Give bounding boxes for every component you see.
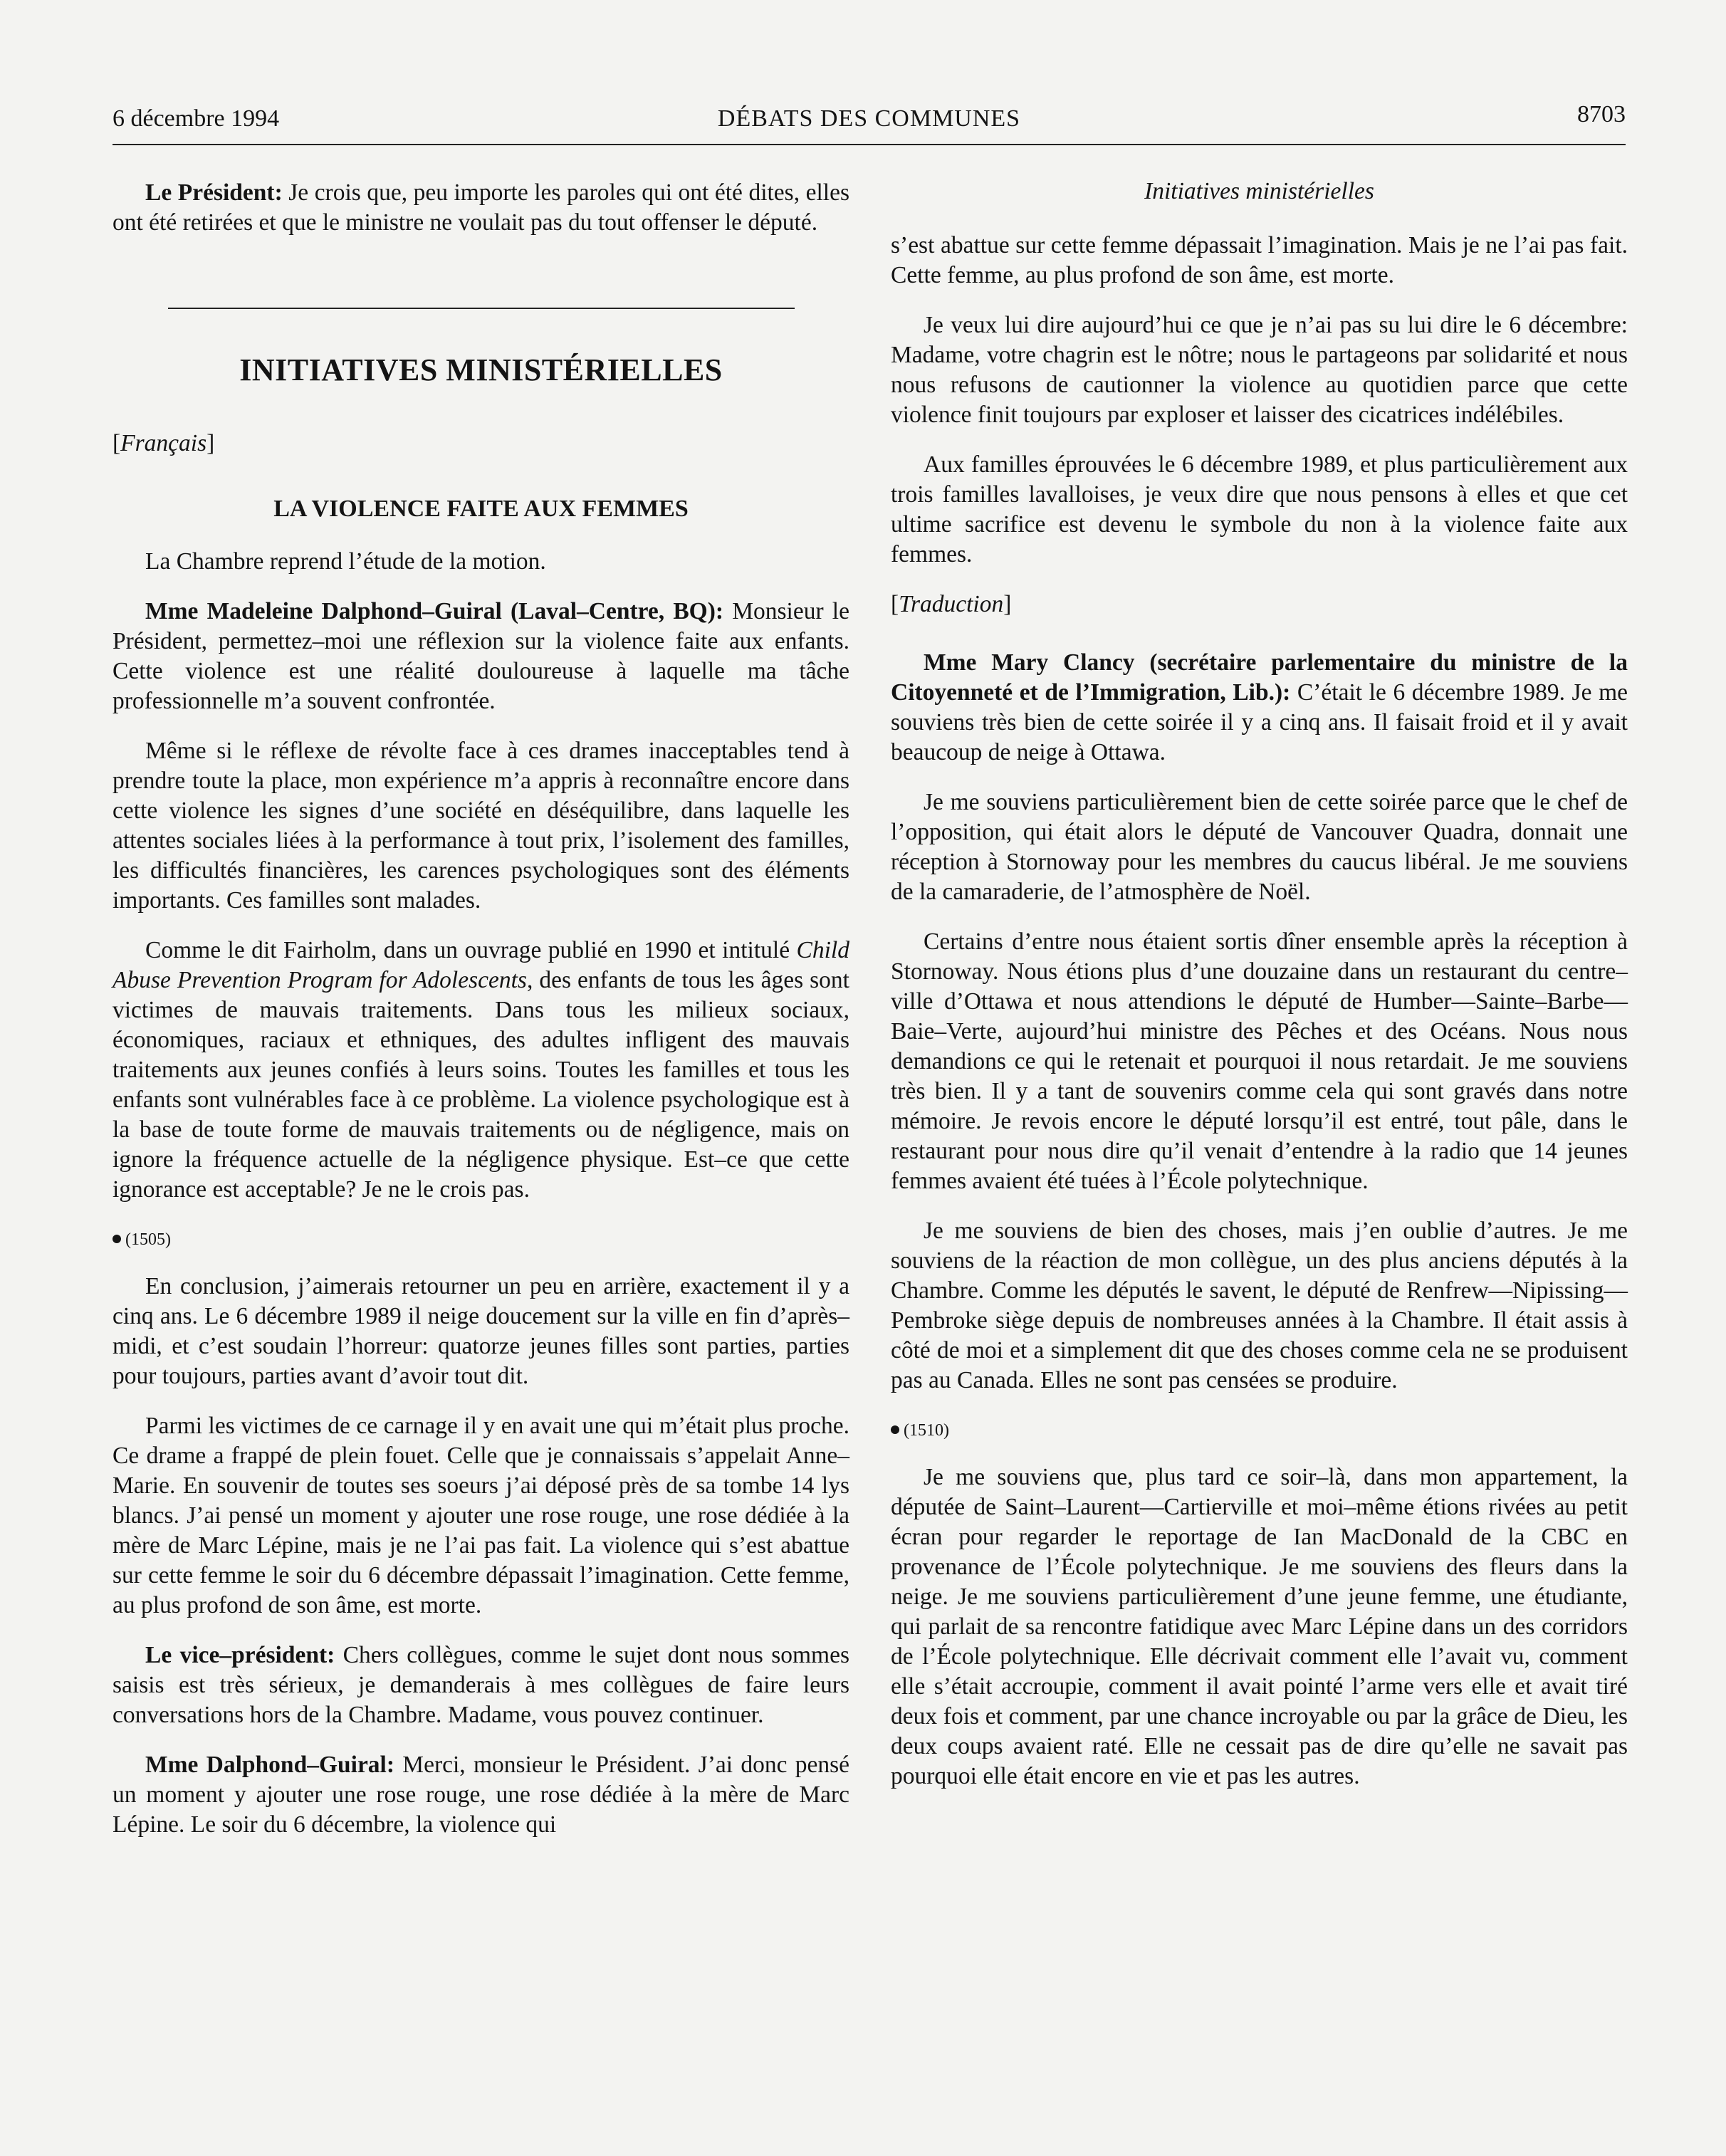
paragraph-dalphond-guiral: Mme Madeleine Dalphond–Guiral (Laval–Centre, BQ): Monsieur le Président, permettez–moi une réflexion sur la violence faite aux enfants. Cette violence est une réalité douloureuse à laquelle ma tâche professionnelle m’a souvent confrontée. — [113, 598, 849, 714]
paragraph-vice-president: Le vice–président: Chers collègues, comme le sujet dont nous sommes saisis est très sérieux, je demanderais à mes collègues de faire leurs conversations hors de la Chambre. Madame, vous pouvez continuer. — [113, 1642, 849, 1728]
running-head: Initiatives ministérielles — [1144, 178, 1374, 204]
timestamp: (1510) — [891, 1415, 1628, 1445]
paragraph-president: Le Président: Je crois que, peu importe les paroles qui ont été dites, elles ont été retirées et que le ministre ne voulait pas du tout offenser le député. — [113, 179, 850, 236]
timestamp: (1505) — [113, 1225, 849, 1255]
header-publication: DÉBATS DES COMMUNES — [717, 105, 1021, 132]
right-column — [891, 178, 1628, 1811]
debate-subtitle: LA VIOLENCE FAITE AUX FEMMES — [273, 496, 689, 522]
speaker-name: Le vice–président: — [145, 1642, 335, 1668]
paragraph-continued: s’est abattue sur cette femme dépassait l’imagination. Mais je ne l’ai pas fait. Cette femme, au plus profond de son âme, est morte. — [891, 232, 1628, 288]
header-page-number: 8703 — [1577, 101, 1626, 127]
speaker-name: Le Président: — [145, 179, 283, 206]
paragraph-dalphond-guiral-2: Mme Dalphond–Guiral: Merci, monsieur le Président. J’ai donc pensé un moment y ajouter une rose rouge, une rose dédiée à la mère de Marc Lépine. Le soir du 6 décembre, la violence qui — [113, 1752, 850, 1838]
speaker-name: Mme Madeleine Dalphond–Guiral (Laval–Centre, BQ): — [145, 598, 724, 624]
language-tag: [Traduction] — [891, 591, 1012, 617]
header-date: 6 décembre 1994 — [113, 105, 280, 132]
paragraph: En conclusion, j’aimerais retourner un peu en arrière, exactement il y a cinq ans. Le 6 décembre 1989 il neige doucement sur la ville en fin d’après–midi, et c’est soudain l’horreur: quatorze jeunes filles sont parties, parties pour toujours, parties avant d’avoir tout dit. — [113, 1273, 849, 1389]
paragraph: Je me souviens particulièrement bien de cette soirée parce que le chef de l’opposition, qui était alors le député de Vancouver Quadra, donnait une réception à Stornoway pour les membres du caucus libéral. Je me souviens de la camaraderie, de l’atmosphère de Noël. — [891, 789, 1628, 905]
paragraph: Je me souviens de bien des choses, mais j’en oublie d’autres. Je me souviens de la réaction de mon collègue, un des plus anciens députés à la Chambre. Comme les députés le savent, le député de Renfrew—Nipissing—Pembroke siège depuis de nombreuses années à la Chambre. Il était assis à côté de moi et a simplement dit que des choses comme cela ne se produisent pas au Canada. Elles ne sont pas censées se produire. — [891, 1218, 1628, 1393]
speaker-name: Mme Dalphond–Guiral: — [145, 1752, 395, 1778]
bullet-dot-icon — [891, 1425, 899, 1434]
paragraph: Aux familles éprouvées le 6 décembre 1989, et plus particulièrement aux trois familles lavalloises, je veux dire que nous pensons à elles et que cet ultime sacrifice est devenu le symbole du non à la violence faite aux femmes. — [891, 451, 1628, 567]
paragraph: Même si le réflexe de révolte face à ces drames inacceptables tend à prendre toute la place, mon expérience m’a appris à reconnaître encore dans cette violence les signes d’une société en déséquilibre, dans laquelle les attentes sociales liées à la performance à tout prix, l’isolement des familles, les difficultés financières, les carences psychologiques sont des éléments importants. Ces familles sont malades. — [113, 738, 849, 914]
paragraph: Je veux lui dire aujourd’hui ce que je n’ai pas su lui dire le 6 décembre: Madame, votre chagrin est le nôtre; nous le partageons par solidarité et nous nous refusons de cautionner la violence au quotidien parce que cette violence finit toujours par exploser et laisser des cicatrices indélébiles. — [891, 312, 1628, 428]
left-column — [113, 178, 849, 1860]
page-header — [113, 101, 1626, 138]
paragraph-clancy: Mme Mary Clancy (secrétaire parlementaire du ministre de la Citoyenneté et de l’Immigration, Lib.): C’était le 6 décembre 1989. Je me souviens très bien de cette soirée il y a cinq ans. Il faisait froid et il y avait beaucoup de neige à Ottawa. — [891, 649, 1628, 765]
section-title: INITIATIVES MINISTÉRIELLES — [239, 352, 723, 387]
book-title: Child Abuse Prevention Program for Adolescents — [113, 937, 849, 993]
paragraph-motion: La Chambre reprend l’étude de la motion. — [145, 548, 546, 575]
paragraph: Je me souviens que, plus tard ce soir–là, dans mon appartement, la députée de Saint–Laurent—Cartierville et moi–même étions rivées au petit écran pour regarder le reportage de Ian MacDonald de la CBC en provenance de l’École polytechnique. Je me souviens des fleurs dans la neige. Je me souviens particulièrement d’une jeune femme, une étudiante, qui parlait de sa rencontre fatidique avec Marc Lépine dans un des corridors de l’École polytechnique. Elle décrivait comment elle l’avait vu, comment elle s’était accroupie, comment il avait pointé l’arme vers elle et avait tiré deux fois et comment, par une chance incroyable ou par la grâce de Dieu, les deux coups avaient raté. Elle ne cessait pas de dire qu’elle ne savait pas pourquoi elle était encore en vie et pas les autres. — [891, 1464, 1628, 1789]
paragraph-fairholm: Comme le dit Fairholm, dans un ouvrage publié en 1990 et intitulé Child Abuse Prevention Program for Adolescents, des enfants de tous les âges sont victimes de mauvais traitements. Dans tous les milieux sociaux, économiques, raciaux et ethniques, des adultes infligent des mauvais traitements aux jeunes confiés à leurs soins. Toutes les familles et tous les enfants sont vulnérables face à ce problème. La violence psychologique est à la base de toute forme de mauvais traitements ou de négligence, mais on ignore la fréquence actuelle de la négligence physique. Est–ce que cette ignorance est acceptable? Je ne le crois pas. — [113, 937, 849, 1203]
language-tag: [Français] — [113, 430, 215, 456]
section-rule — [168, 308, 795, 309]
paragraph: Parmi les victimes de ce carnage il y en avait une qui m’était plus proche. Ce drame a frappé de plein fouet. Celle que je connaissais s’appelait Anne–Marie. En souvenir de toutes ses soeurs j’ai déposé près de sa tombe 14 lys blancs. J’ai pensé un moment y ajouter une rose rouge, une rose dédiée à la mère de Marc Lépine, mais je ne l’ai pas fait. La violence qui s’est abattue sur cette femme le soir du 6 décembre dépassait l’imagination. Cette femme, au plus profond de son âme, est morte. — [113, 1413, 849, 1618]
bullet-dot-icon — [113, 1235, 121, 1243]
speaker-name: Mme Mary Clancy (secrétaire parlementaire du ministre de la Citoyenneté et de l’Immigration, Lib.): — [891, 649, 1628, 706]
header-rule — [113, 144, 1626, 145]
paragraph: Certains d’entre nous étaient sortis dîner ensemble après la réception à Stornoway. Nous étions plus d’une douzaine dans un restaurant du centre–ville d’Ottawa et nous attendions le député de Humber—Sainte–Barbe—Baie–Verte, aujourd’hui ministre des Pêches et des Océans. Nous nous demandions ce qui le retenait et pourquoi il nous retardait. Je me souviens très bien. Il y a tant de souvenirs comme cela qui sont gravés dans notre mémoire. Je revois encore le député lorsqu’il est entré, tout pâle, dans le restaurant pour nous dire qu’il venait d’entendre à la radio que 14 jeunes femmes avaient été tuées à l’École polytechnique. — [891, 928, 1628, 1194]
